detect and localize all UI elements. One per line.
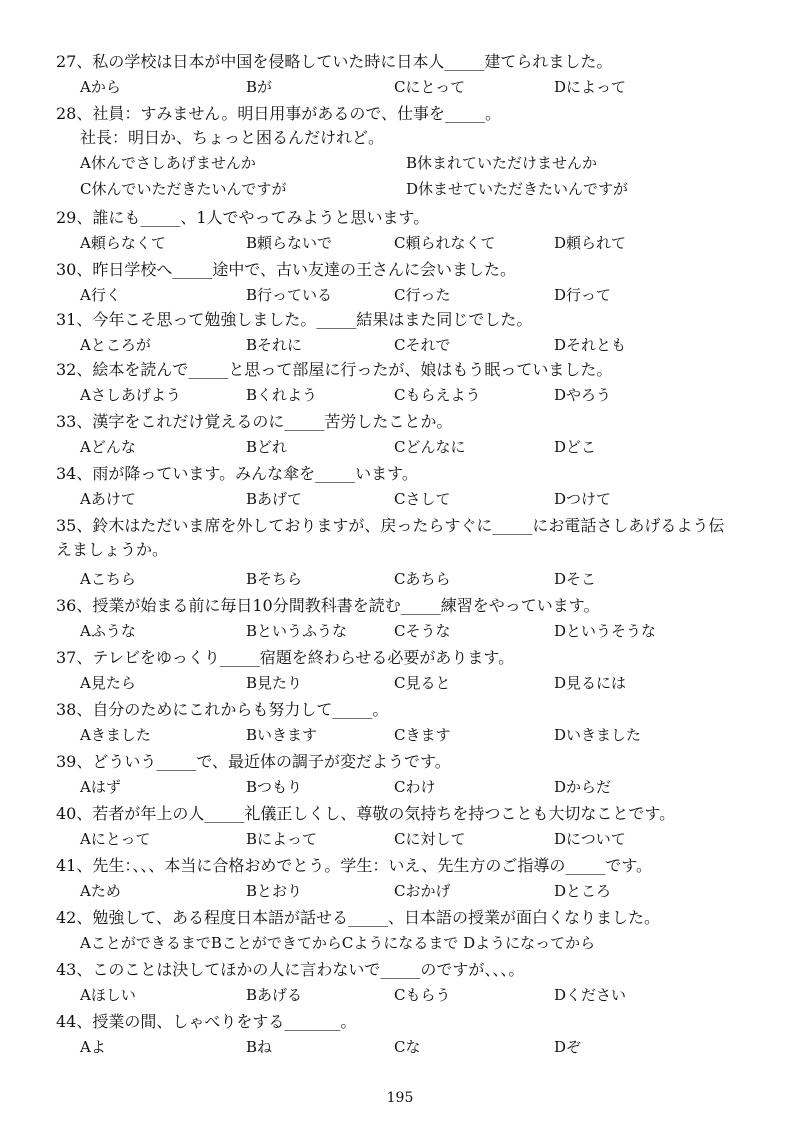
question-number: 33、: [56, 412, 93, 431]
question-text: 社員：すみません。明日用事があるので、仕事を_____。: [92, 104, 502, 123]
option-a: Aよ: [80, 1038, 106, 1056]
option-d: Dください: [554, 986, 627, 1004]
option-d: Dどこ: [554, 438, 597, 456]
option-d: Dというそうな: [554, 622, 657, 640]
option-a: Aほしい: [80, 986, 136, 1004]
page-number: 195: [386, 1090, 414, 1106]
question-38: [56, 698, 746, 748]
option-d: D見るには: [554, 674, 627, 692]
question-stem: [56, 206, 746, 230]
option-b: Bが: [246, 78, 273, 96]
option-c: Cようになるまで: [341, 934, 459, 952]
options-row: [56, 486, 746, 512]
question-text: 先生：、、、本当に合格おめでとう。学生：いえ、先生方のご指導の_____です。: [92, 856, 653, 875]
question-42: [56, 906, 746, 956]
option-d: Dからだ: [554, 778, 612, 796]
options-row: [56, 826, 746, 852]
option-d: D頼られて: [554, 234, 627, 252]
question-number: 30、: [56, 260, 93, 279]
question-33: [56, 410, 746, 460]
options-row: [56, 282, 746, 308]
options-row: [56, 434, 746, 460]
option-c: Cに対して: [394, 830, 466, 848]
options-row: [56, 722, 746, 748]
option-c: Cそうな: [394, 622, 451, 640]
options-row: [56, 930, 746, 956]
option-b: B行っている: [246, 286, 333, 304]
option-d: Dについて: [554, 830, 626, 848]
option-c: Cわけ: [394, 778, 436, 796]
question-41: [56, 854, 746, 904]
option-d: Dそこ: [554, 570, 597, 588]
option-c: Cもらえよう: [394, 386, 481, 404]
question-text: テレビをゆっくり_____宿題を終わらせる必要があります。: [92, 648, 515, 667]
option-a: Aはず: [80, 778, 121, 796]
question-stem: [56, 854, 746, 878]
question-number: 29、: [56, 208, 93, 227]
option-c: Cさして: [394, 490, 451, 508]
question-stem: [56, 750, 746, 774]
option-c: C行った: [394, 286, 451, 304]
question-number: 39、: [56, 752, 93, 771]
question-37: [56, 646, 746, 696]
question-30: [56, 258, 746, 308]
question-stem: [56, 958, 746, 982]
question-stem: [56, 410, 746, 434]
options-row: [56, 878, 746, 904]
option-c: Cにとって: [394, 78, 466, 96]
question-stem: [56, 50, 746, 74]
option-b: Bつもり: [246, 778, 303, 796]
option-a: Aところが: [80, 336, 151, 354]
options-row: [56, 332, 746, 358]
option-a: Aさしあげよう: [80, 386, 181, 404]
option-b: Bどれ: [246, 438, 288, 456]
options-row: [56, 176, 746, 202]
question-text: 勉強して、ある程度日本語が話せる_____、日本語の授業が面白くなりました。: [92, 908, 661, 927]
option-c: C休んでいただきたいんですが: [80, 180, 287, 198]
question-text: 今年こそ思って勉強しました。_____結果はまた同じでした。: [92, 310, 533, 329]
question-text: 雨が降っています。みんな傘を_____います。: [92, 464, 418, 483]
options-row: [56, 150, 746, 176]
question-35: [56, 514, 746, 592]
option-a: Aあけて: [80, 490, 136, 508]
option-b: Bというふうな: [246, 622, 348, 640]
option-b: Bそちら: [246, 570, 303, 588]
option-b: Bとおり: [246, 882, 303, 900]
options-row: [56, 982, 746, 1008]
option-c: Cおかげ: [394, 882, 451, 900]
question-number: 35、: [56, 516, 93, 535]
question-number: 44、: [56, 1012, 93, 1031]
question-stem: [56, 906, 746, 930]
option-c: Cあちら: [394, 570, 451, 588]
question-number: 42、: [56, 908, 93, 927]
question-text: 絵本を読んで_____と思って部屋に行ったが、娘はもう眠っていました。: [92, 360, 613, 379]
option-c: C見ると: [394, 674, 451, 692]
options-row: [56, 774, 746, 800]
question-text: 私の学校は日本が中国を侵略していた時に日本人_____建てられました。: [92, 52, 613, 71]
option-a: Aこちら: [80, 570, 136, 588]
question-stem: [56, 646, 746, 670]
option-d: Dぞ: [554, 1038, 582, 1056]
option-b: Bあげる: [246, 986, 303, 1004]
option-a: A見たら: [80, 674, 136, 692]
question-number: 32、: [56, 360, 93, 379]
option-d: Dによって: [554, 78, 627, 96]
question-39: [56, 750, 746, 800]
question-text: 自分のためにこれからも努力して_____。: [92, 700, 389, 719]
option-c: C頼られなくて: [394, 234, 496, 252]
question-29: [56, 206, 746, 256]
option-b: Bによって: [246, 830, 318, 848]
question-stem: [56, 594, 746, 618]
option-b: Bくれよう: [246, 386, 318, 404]
options-row: [56, 618, 746, 644]
options-row: [56, 1034, 746, 1060]
option-a: A休んでさしあげませんか: [80, 154, 256, 172]
option-d: Dやろう: [554, 386, 612, 404]
option-d: Dいきました: [554, 726, 642, 744]
question-stem: [56, 514, 736, 562]
option-c: Cそれで: [394, 336, 451, 354]
question-28: [56, 102, 746, 202]
option-c: Cどんなに: [394, 438, 466, 456]
option-d: Dところ: [554, 882, 612, 900]
option-d: Dようになってから: [463, 934, 596, 952]
options-row: [56, 230, 746, 256]
question-number: 34、: [56, 464, 93, 483]
question-text: 漢字をこれだけ覚えるのに_____苦労したことか。: [92, 412, 453, 431]
option-b: Bことができてから: [210, 934, 342, 952]
question-31: [56, 308, 746, 358]
question-36: [56, 594, 746, 644]
option-b: B見たり: [246, 674, 303, 692]
question-32: [56, 358, 746, 408]
question-number: 41、: [56, 856, 93, 875]
option-b: Bそれに: [246, 336, 303, 354]
question-number: 43、: [56, 960, 93, 979]
question-stem: [56, 358, 746, 382]
question-27: [56, 50, 746, 100]
options-row: [56, 382, 746, 408]
option-b: B休まれていただけませんか: [406, 154, 598, 172]
option-a: Aことができるまで: [80, 934, 211, 952]
question-stem: [56, 698, 746, 722]
option-d: D休ませていただきたいんですが: [406, 180, 629, 198]
question-stem: [56, 102, 746, 126]
option-d: Dそれとも: [554, 336, 627, 354]
option-d: Dつけて: [554, 490, 612, 508]
option-a: A頼らなくて: [80, 234, 166, 252]
question-number: 27、: [56, 52, 93, 71]
question-text: 若者が年上の人_____礼儀正しくし、尊敬の気持ちを持つことも大切なことです。: [92, 804, 676, 823]
question-stem: [56, 462, 746, 486]
question-number: 36、: [56, 596, 93, 615]
question-text: 授業の間、しゃべりをする_______。: [92, 1012, 357, 1031]
question-34: [56, 462, 746, 512]
question-text: 誰にも_____、1人でやってみようと思います。: [92, 208, 430, 227]
option-a: Aきました: [80, 726, 151, 744]
option-b: B頼らないで: [246, 234, 333, 252]
option-a: Aため: [80, 882, 121, 900]
question-43: [56, 958, 746, 1008]
question-stem: [56, 308, 746, 332]
question-text: 昨日学校へ_____途中で、古い友達の王さんに会いました。: [92, 260, 517, 279]
option-c: Cもらう: [394, 986, 451, 1004]
question-stem: [56, 1010, 746, 1034]
question-number: 31、: [56, 310, 93, 329]
question-number: 37、: [56, 648, 93, 667]
question-number: 40、: [56, 804, 93, 823]
option-d: D行って: [554, 286, 612, 304]
question-text: 授業が始まる前に毎日10分間教科書を読む_____練習をやっています。: [92, 596, 600, 615]
question-stem: [56, 802, 746, 826]
question-40: [56, 802, 746, 852]
option-c: Cきます: [394, 726, 451, 744]
option-a: Aどんな: [80, 438, 136, 456]
option-c: Cな: [394, 1038, 421, 1056]
option-b: Bね: [246, 1038, 273, 1056]
question-stem: [56, 258, 746, 282]
options-row: [56, 74, 746, 100]
question-text: 鈴木はただいま席を外しておりますが、戻ったらすぐに_____にお電話さしあげるよう伝えましょうか。: [56, 516, 725, 559]
options-row: [56, 566, 746, 592]
options-row: [56, 670, 746, 696]
option-a: Aから: [80, 78, 121, 96]
question-text: どういう_____で、最近体の調子が変だようです。: [92, 752, 451, 771]
question-text: このことは決してほかの人に言わないで_____のですが、、、。: [92, 960, 525, 979]
question-subline: 社長：明日か、ちょっと困るんだけれど。: [80, 128, 385, 147]
question-44: [56, 1010, 746, 1060]
question-number: 28、: [56, 104, 93, 123]
option-b: Bあげて: [246, 490, 303, 508]
question-number: 38、: [56, 700, 93, 719]
option-b: Bいきます: [246, 726, 318, 744]
option-a: A行く: [80, 286, 121, 304]
option-a: Aにとって: [80, 830, 151, 848]
option-a: Aふうな: [80, 622, 136, 640]
